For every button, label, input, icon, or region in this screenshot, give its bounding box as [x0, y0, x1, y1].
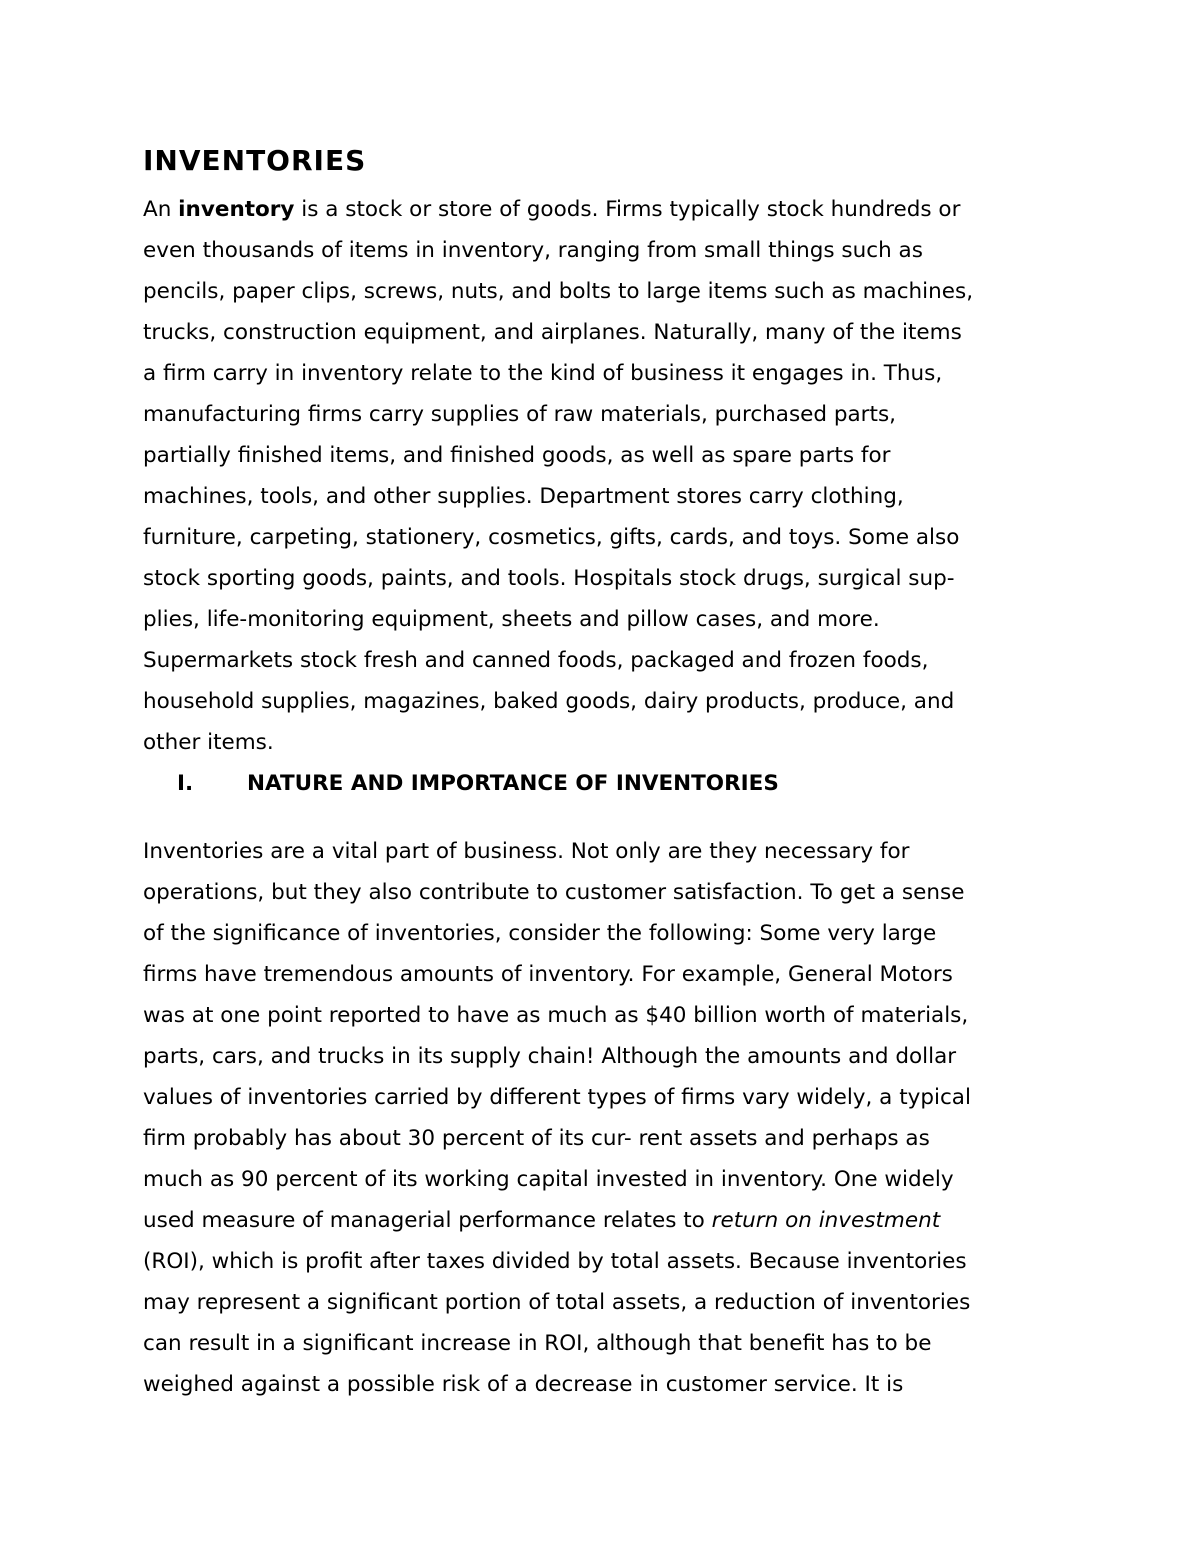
- document-title: INVENTORIES: [143, 144, 367, 177]
- paragraph-line: even thousands of items in inventory, ranging from small things such as: [143, 238, 923, 263]
- paragraph-line: (ROI), which is profit after taxes divided by total assets. Because inventories: [143, 1249, 967, 1274]
- paragraph-line: weighed against a possible risk of a decrease in customer service. It is: [143, 1372, 904, 1397]
- document-page: [143, 140, 1063, 1405]
- paragraph-line: manufacturing firms carry supplies of raw materials, purchased parts,: [143, 402, 896, 427]
- body-paragraph: [143, 831, 1063, 1405]
- paragraph-line: operations, but they also contribute to customer satisfaction. To get a sense: [143, 880, 965, 905]
- paragraph-line: plies, life-monitoring equipment, sheets and pillow cases, and more.: [143, 607, 880, 632]
- paragraph-line: [143, 1200, 1063, 1241]
- paragraph-line: was at one point reported to have as much as $40 billion worth of materials,: [143, 1003, 969, 1028]
- line-text: used measure of managerial performance relates to: [143, 1208, 712, 1233]
- paragraph-line: can result in a significant increase in ROI, although that benefit has to be: [143, 1331, 932, 1356]
- paragraph-line: values of inventories carried by different types of firms vary widely, a typical: [143, 1085, 971, 1110]
- line-text: An: [143, 197, 179, 222]
- paragraph-line: much as 90 percent of its working capital invested in inventory. One widely: [143, 1167, 954, 1192]
- emphasis-roi: return on investment: [711, 1208, 941, 1233]
- paragraph-line: parts, cars, and trucks in its supply chain! Although the amounts and dollar: [143, 1044, 957, 1069]
- paragraph-line: machines, tools, and other supplies. Department stores carry clothing,: [143, 484, 904, 509]
- paragraph-line: firm probably has about 30 percent of its cur- rent assets and perhaps as: [143, 1126, 930, 1151]
- paragraph-line: furniture, carpeting, stationery, cosmetics, gifts, cards, and toys. Some also: [143, 525, 960, 550]
- keyword-inventory: inventory: [178, 197, 295, 222]
- paragraph-line: a firm carry in inventory relate to the kind of business it engages in. Thus,: [143, 361, 943, 386]
- paragraph-line: [143, 189, 1063, 230]
- paragraph-line: may represent a significant portion of total assets, a reduction of inventories: [143, 1290, 971, 1315]
- paragraph-line: other items.: [143, 730, 274, 755]
- paragraph-line: Inventories are a vital part of business. Not only are they necessary for: [143, 839, 910, 864]
- paragraph-line: firms have tremendous amounts of inventory. For example, General Motors: [143, 962, 953, 987]
- intro-paragraph: [143, 189, 1063, 763]
- section-title: NATURE AND IMPORTANCE OF INVENTORIES: [247, 771, 779, 796]
- paragraph-line: Supermarkets stock fresh and canned foods, packaged and frozen foods,: [143, 648, 929, 673]
- paragraph-line: of the significance of inventories, consider the following: Some very large: [143, 921, 937, 946]
- paragraph-line: household supplies, magazines, baked goods, dairy products, produce, and: [143, 689, 955, 714]
- line-text: is a stock or store of goods. Firms typically stock hundreds or: [294, 197, 961, 222]
- paragraph-line: trucks, construction equipment, and airplanes. Naturally, many of the items: [143, 320, 962, 345]
- section-number: I.: [177, 771, 194, 796]
- paragraph-line: stock sporting goods, paints, and tools. Hospitals stock drugs, surgical sup-: [143, 566, 955, 591]
- paragraph-line: partially finished items, and finished goods, as well as spare parts for: [143, 443, 891, 468]
- section-heading: [143, 763, 1063, 804]
- paragraph-line: pencils, paper clips, screws, nuts, and bolts to large items such as machines,: [143, 279, 974, 304]
